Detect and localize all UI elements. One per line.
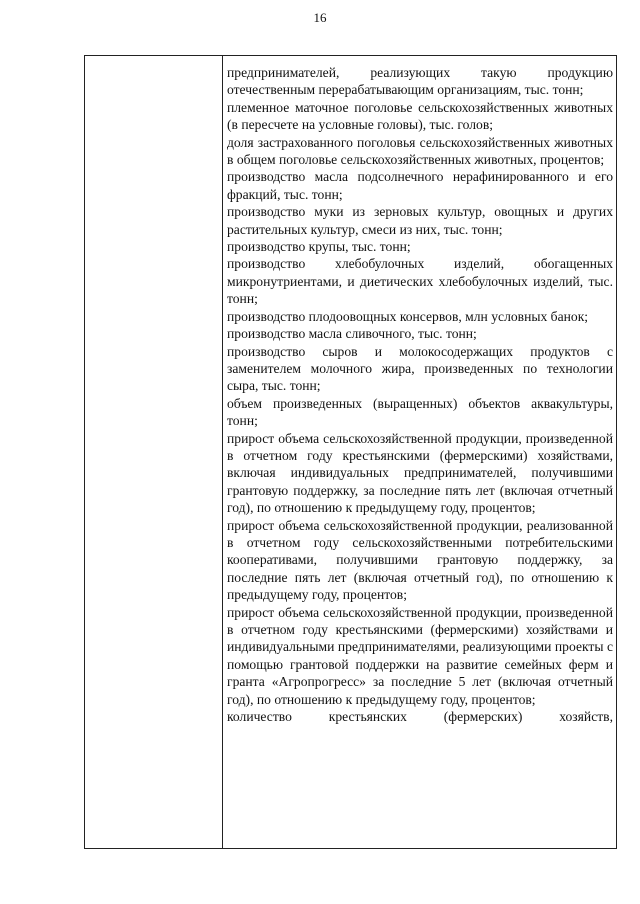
indicator-item: количество крестьянских (фермерских) хозяйств, bbox=[227, 709, 613, 725]
indicator-item: племенное маточное поголовье сельскохозяйственных животных (в пересчете на условные головы), тыс. голов; bbox=[227, 99, 613, 133]
indicator-item: предпринимателей, реализующих такую продукцию отечественным перерабатывающим организациям, тыс. тонн; bbox=[227, 65, 613, 98]
indicator-item: производство крупы, тыс. тонн; bbox=[227, 239, 411, 255]
indicator-item: доля застрахованного поголовья сельскохозяйственных животных в общем поголовье сельскохозяйственных животных, процентов; bbox=[227, 134, 613, 168]
indicator-item: прирост объема сельскохозяйственной продукции, реализованной в отчетном году сельскохозяйственными потребительскими кооперативами, получившими грантовую поддержку, за последние пять лет (включая отчетный год), по отношению к предыдущему году, процентов; bbox=[227, 517, 613, 603]
indicator-item: прирост объема сельскохозяйственной продукции, произведенной в отчетном году крестьянскими (фермерскими) хозяйствами, включая индивидуальных предпринимателей, получившими грантовую поддержку, за последние пять лет (включая отчетный год), по отношению к предыдущему году, процентов; bbox=[227, 430, 613, 516]
indicator-item: производство плодоовощных консервов, млн условных банок; bbox=[227, 308, 589, 324]
column-divider bbox=[222, 55, 223, 849]
page-number: 16 bbox=[313, 10, 327, 25]
indicator-item: производство масла сливочного, тыс. тонн; bbox=[227, 326, 477, 342]
indicator-item: производство сыров и молокосодержащих продуктов с заменителем молочного жира, произведенных по технологии сыра, тыс. тонн; bbox=[227, 343, 613, 394]
indicator-item: производство муки из зерновых культур, овощных и других растительных культур, смеси из них, тыс. тонн; bbox=[227, 204, 613, 237]
indicator-item: производство хлебобулочных изделий, обогащенных микронутриентами, и диетических хлебобулочных изделий, тыс. тонн; bbox=[227, 256, 613, 307]
indicator-item: прирост объема сельскохозяйственной продукции, произведенной в отчетном году крестьянскими (фермерскими) хозяйствами и индивидуальными предпринимателями, реализующими проекты с помощью грантовой поддержки на развитие семейных ферм и гранта «Агропрогресс» за последние 5 лет (включая отчетный год), по отношению к предыдущему году, процентов; bbox=[227, 604, 613, 707]
indicators-cell bbox=[227, 64, 613, 725]
indicator-item: объем произведенных (выращенных) объектов аквакультуры, тонн; bbox=[227, 395, 613, 429]
indicator-item: производство масла подсолнечного нерафинированного и его фракций, тыс. тонн; bbox=[227, 169, 613, 202]
